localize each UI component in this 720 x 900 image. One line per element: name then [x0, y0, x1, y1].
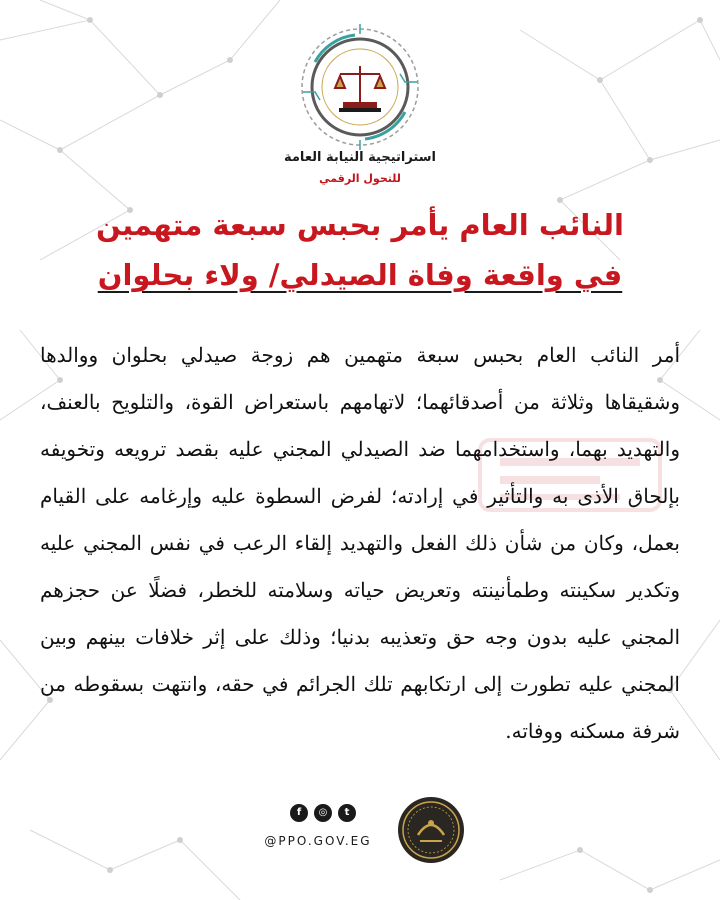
article-body: أمر النائب العام بحبس سبعة متهمين هم زوجة صيدلي بحلوان ووالدها وشقيقاها وثلاثة من أصدقائهما؛ لاتهامهم باستعراض القوة، والتلويح بالعنف، والتهديد بهما، واستخدامهما ضد الصيدلي المجني عليه بقصد ترويعه وتخويفه بإلحاق الأذى به والتأثير في إرادته؛ لفرض السطوة عليه وإرغامه على القيام بعمل، وكان من شأن ذلك الفعل والتهديد إلقاء الرعب في نفس المجني عليه وتكدير سكينته وطمأنينته وتعريض حياته وسلامته للخطر، فضلًا عن حجزهم المجني عليه بدون وجه حق وتعذيبه بدنيا؛ وذلك على إثر خلافات بينهم وبين المجني عليه تطورت إلى ارتكابهم تلك الجرائم في حقه، وانتهت بسقوطه من شرفة مسكنه ووفاته.: [40, 343, 680, 743]
twitter-icon[interactable]: t: [338, 804, 356, 822]
logo-subtitle: للتحول الرقمي: [319, 172, 401, 185]
media-department-seal: [396, 795, 466, 865]
facebook-icon[interactable]: f: [290, 804, 308, 822]
headline: [60, 200, 660, 300]
social-icons: [290, 804, 356, 822]
social-handle[interactable]: @PPO.GOV.EG: [264, 834, 372, 848]
headline-line-1: النائب العام يأمر بحبس سبعة متهمين: [96, 208, 624, 242]
headline-line-2: في واقعة وفاة الصيدلي/ ولاء بحلوان: [97, 258, 623, 292]
public-prosecution-logo: [295, 22, 425, 152]
instagram-icon[interactable]: ◎: [314, 804, 332, 822]
logo-title: استراتيجية النيابة العامة: [284, 150, 436, 165]
